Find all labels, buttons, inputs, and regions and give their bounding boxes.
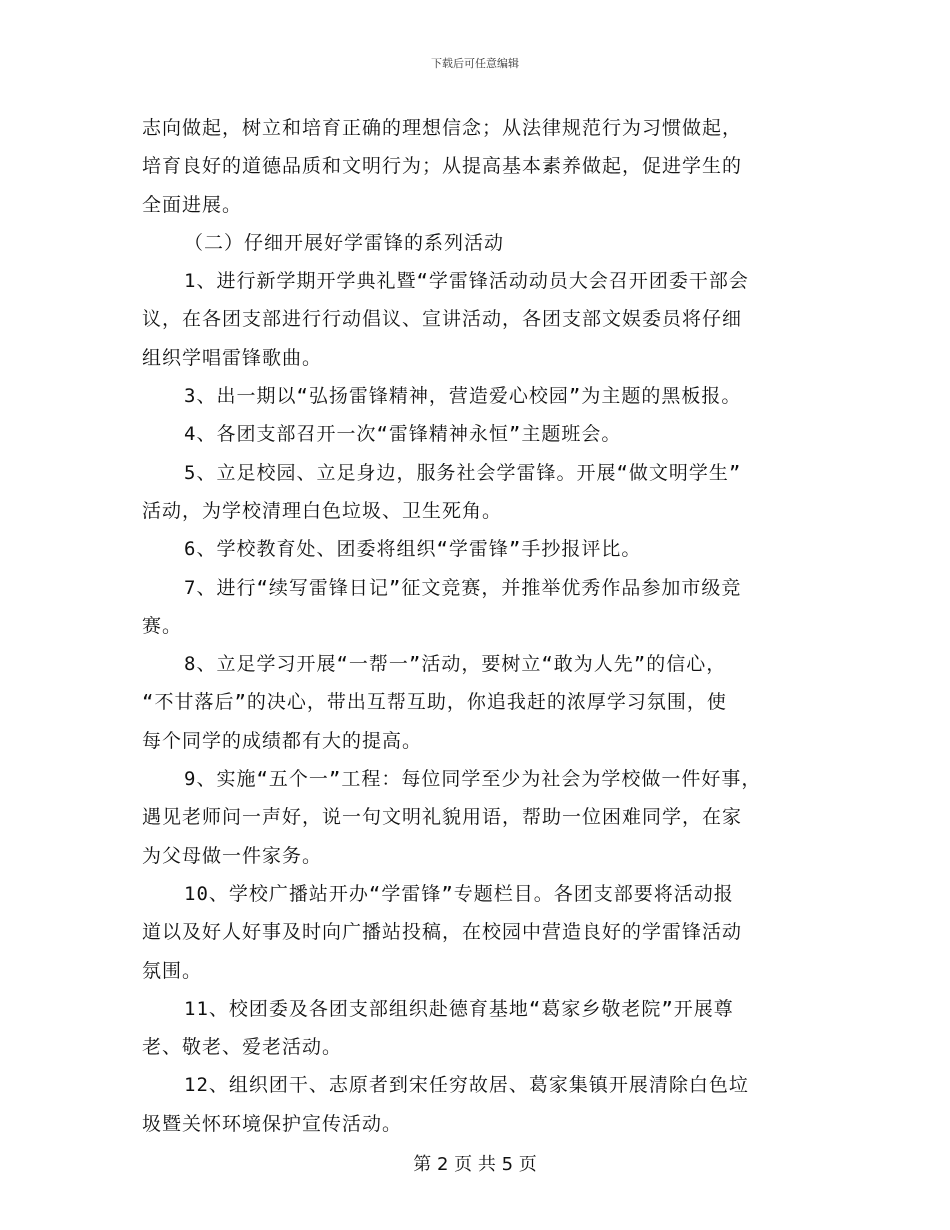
text-line: 组织学唱雷锋歌曲。 xyxy=(142,346,323,369)
text-line: 老、敬老、爱老活动。 xyxy=(142,1036,343,1059)
text-line: 6、学校教育处、团委将组织“学雷锋”手抄报评比。 xyxy=(184,538,642,561)
text-line: 志向做起，树立和培育正确的理想信念；从法律规范行为习惯做起， xyxy=(142,117,743,139)
section-heading: （二）仔细开展好学雷锋的系列活动 xyxy=(184,231,505,254)
page-header-note: 下载后可任意编辑 xyxy=(431,57,519,70)
text-line: 遇见老师问一声好，说一句文明礼貌用语，帮助一位困难同学，在家 xyxy=(142,806,743,829)
text-line: 培育良好的道德品质和文明行为；从提高基本素养做起，促进学生的 xyxy=(142,155,743,178)
text-line: 4、各团支部召开一次“雷锋精神永恒”主题班会。 xyxy=(184,423,622,446)
text-line: 7、进行“续写雷锋日记”征文竞赛，并推举优秀作品参加市级竞 xyxy=(184,576,742,599)
text-line: 11、校团委及各团支部组织赴德育基地“葛家乡敬老院”开展尊 xyxy=(184,997,734,1020)
text-line: 道以及好人好事及时向广播站投稿，在校园中营造良好的学雷锋活动 xyxy=(142,921,743,944)
text-line: 赛。 xyxy=(142,614,183,637)
document-body xyxy=(142,109,832,1143)
text-line: 8、立足学习开展“一帮一”活动，要树立“敢为人先”的信心， xyxy=(184,653,727,676)
page-number-footer: 第 2 页 共 5 页 xyxy=(413,1154,537,1175)
text-line: 全面进展。 xyxy=(142,193,243,216)
text-line: 3、出一期以“弘扬雷锋精神，营造爱心校园”为主题的黑板报。 xyxy=(184,385,742,408)
text-line: 1、进行新学期开学典礼暨“学雷锋活动动员大会召开团委干部会 xyxy=(184,270,749,293)
text-line: 活动，为学校清理白色垃圾、卫生死角。 xyxy=(142,499,503,522)
text-line: 圾暨关怀环境保护宣传活动。 xyxy=(142,1112,403,1135)
text-line: 12、组织团干、志原者到宋任穷故居、葛家集镇开展清除白色垃 xyxy=(184,1074,749,1097)
text-line: 议，在各团支部进行行动倡议、宣讲活动，各团支部文娱委员将仔细 xyxy=(142,308,743,331)
text-line: 氛围。 xyxy=(142,959,203,982)
text-line: 10、学校广播站开办“学雷锋”专题栏目。各团支部要将活动报 xyxy=(184,882,734,905)
text-line: 每个同学的成绩都有大的提高。 xyxy=(142,729,423,752)
text-line: 5、立足校园、立足身边，服务社会学雷锋。开展“做文明学生” xyxy=(184,461,742,484)
text-line: 为父母做一件家务。 xyxy=(142,844,323,867)
text-line: 9、实施“五个一”工程：每位同学至少为社会为学校做一件好事， xyxy=(184,768,762,791)
text-line: “不甘落后”的决心，带出互帮互助，你追我赶的浓厚学习氛围，使 xyxy=(142,691,727,714)
